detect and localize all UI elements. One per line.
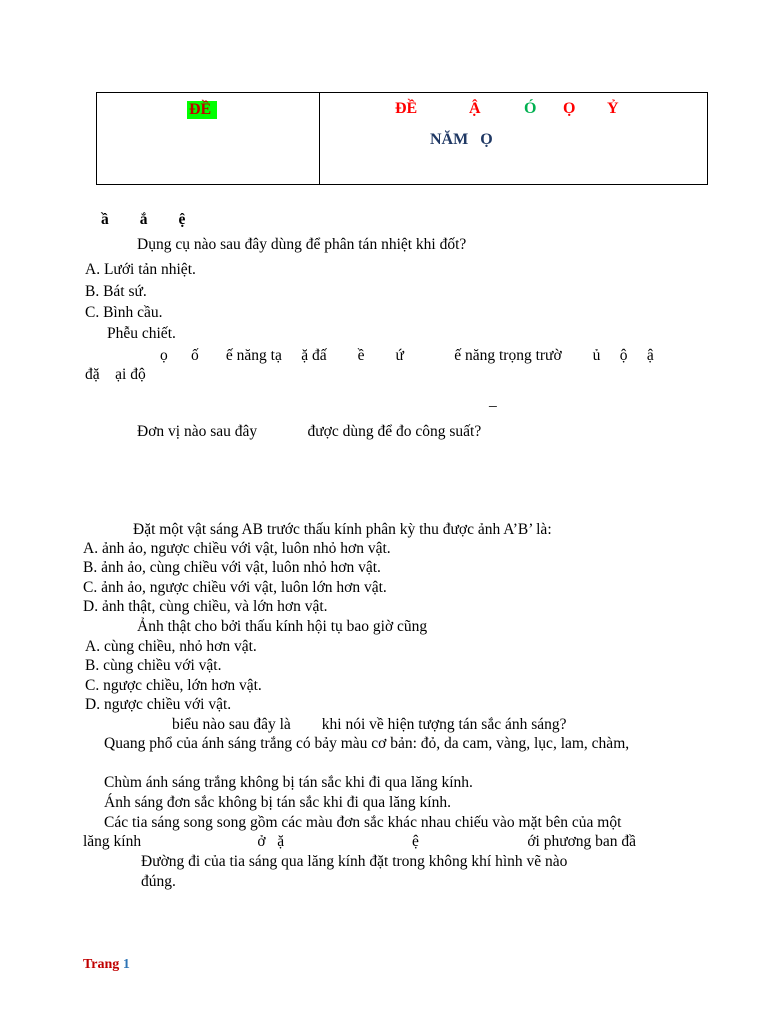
option-5a: A. cùng chiều, nhỏ hơn vật. bbox=[85, 638, 257, 655]
option-4d: D. ảnh thật, cùng chiều, và lớn hơn vật. bbox=[83, 598, 328, 615]
question-7: Đường đi của tia sáng qua lăng kính đặt trong không khí hình vẽ nào bbox=[141, 853, 568, 870]
option-4b: B. ảnh ảo, cùng chiều với vật, luôn nhỏ hơn vật. bbox=[83, 559, 381, 576]
option-1a: A. Lưới tản nhiệt. bbox=[85, 261, 196, 278]
header-table bbox=[96, 92, 708, 185]
option-1b: B. Bát sứ. bbox=[85, 283, 147, 300]
option-5c: C. ngược chiều, lớn hơn vật. bbox=[85, 677, 262, 694]
header-divider bbox=[319, 93, 320, 184]
title-part-3: Ó bbox=[524, 100, 537, 117]
option-1c: C. Bình cầu. bbox=[85, 304, 163, 321]
option-6c: Ánh sáng đơn sắc không bị tán sắc khi đi qua lăng kính. bbox=[104, 794, 451, 811]
question-3: Đơn vị nào sau đây được dùng để đo công suất? bbox=[137, 423, 482, 440]
page-number-value: 1 bbox=[122, 957, 130, 972]
dash-mark: _ bbox=[489, 392, 497, 409]
option-6a: Quang phổ của ánh sáng trắng có bảy màu cơ bản: đỏ, da cam, vàng, lục, lam, chàm, bbox=[104, 735, 630, 752]
option-4c: C. ảnh ảo, ngược chiều với vật, luôn lớn hơn vật. bbox=[83, 579, 387, 596]
option-6d: Các tia sáng song song gồm các màu đơn sắc khác nhau chiếu vào mặt bên của một bbox=[104, 814, 622, 831]
option-5d: D. ngược chiều với vật. bbox=[85, 696, 232, 713]
page-word: Trang bbox=[83, 957, 120, 972]
page-number bbox=[83, 957, 130, 973]
question-1: Dụng cụ nào sau đây dùng để phân tán nhiệt khi đốt? bbox=[137, 236, 467, 253]
question-5: Ảnh thật cho bởi thấu kính hội tụ bao giờ cũng bbox=[137, 618, 428, 635]
section-heading: ầ ắ ệ bbox=[101, 211, 186, 228]
option-4a: A. ảnh ảo, ngược chiều với vật, luôn nhỏ hơn vật. bbox=[83, 540, 391, 557]
exam-year: NĂM Ọ bbox=[430, 131, 493, 148]
option-6d-cont: lăng kính ở ặ ệ ới phương ban đầ bbox=[83, 833, 637, 850]
title-part-1: ĐỀ bbox=[395, 100, 418, 117]
title-part-5: Ỷ bbox=[607, 100, 619, 117]
title-part-2: Ậ bbox=[469, 100, 481, 117]
option-1d: Phễu chiết. bbox=[107, 325, 176, 342]
option-5b: B. cùng chiều với vật. bbox=[85, 657, 222, 674]
question-2: ọ ố ế năng tạ ặ đấ ề ứ ế năng trọng trườ ủ ộ ậ bbox=[160, 347, 654, 364]
exam-code-label: ĐỀ bbox=[187, 101, 217, 119]
title-part-4: Ọ bbox=[563, 100, 576, 117]
question-2-cont: đặ ại độ bbox=[85, 366, 146, 383]
question-6: biểu nào sau đây là khi nói về hiện tượng tán sắc ánh sáng? bbox=[172, 716, 567, 733]
option-6b: Chùm ánh sáng trắng không bị tán sắc khi đi qua lăng kính. bbox=[104, 774, 473, 791]
question-7-cont: đúng. bbox=[141, 873, 176, 890]
question-4: Đặt một vật sáng AB trước thấu kính phân kỳ thu được ảnh A’B’ là: bbox=[133, 521, 552, 538]
